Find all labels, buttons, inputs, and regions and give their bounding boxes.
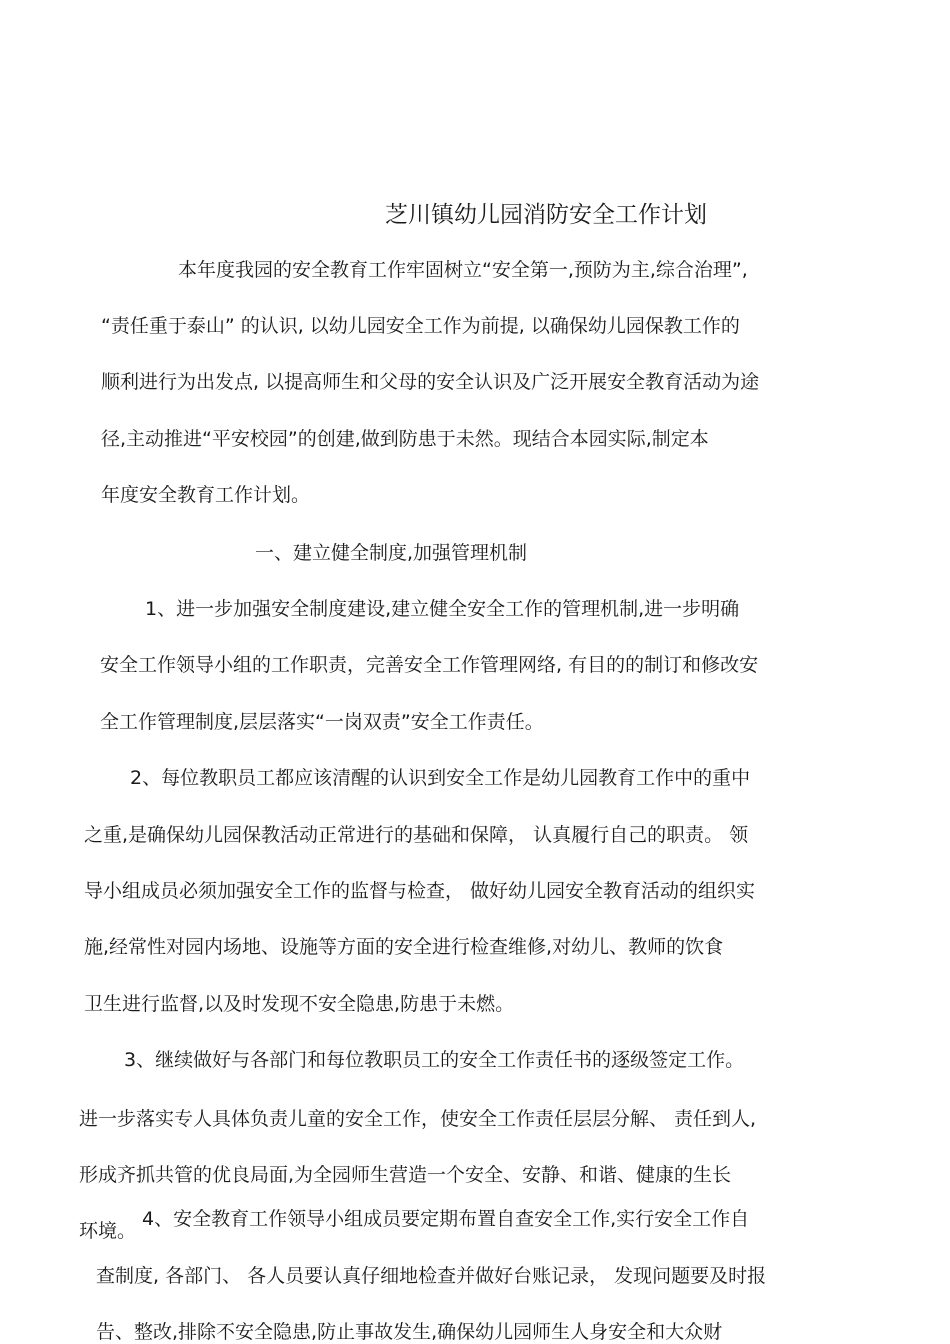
- item2-line: 2、每位教职员工都应该清醒的认识到安全工作是幼儿园教育工作中的重中: [130, 767, 751, 789]
- item1-line: 1、进一步加强安全制度建设,建立健全安全工作的管理机制,进一步明确: [145, 598, 740, 620]
- item2-line: 导小组成员必须加强安全工作的监督与检查， 做好幼儿园安全教育活动的组织实: [84, 880, 756, 902]
- intro-line: 本年度我园的安全教育工作牢固树立“安全第一,预防为主,综合治理”,: [178, 259, 748, 281]
- intro-line: 年度安全教育工作计划。: [101, 484, 311, 506]
- item1-line: 全工作管理制度,层层落实“一岗双责”安全工作责任。: [100, 711, 544, 733]
- intro-line: 顺利进行为出发点, 以提高师生和父母的安全认识及广泛开展安全教育活动为途: [101, 371, 760, 393]
- section-heading: 一、建立健全制度,加强管理机制: [255, 542, 528, 564]
- intro-line: 径,主动推进“平安校园”的创建,做到防患于未然。现结合本园实际,制定本: [101, 428, 709, 450]
- item3-line: 3、继续做好与各部门和每位教职员工的安全工作责任书的逐级签定工作。: [124, 1049, 745, 1071]
- item2-line: 之重,是确保幼儿园保教活动正常进行的基础和保障， 认真履行自己的职责。 领: [84, 824, 749, 846]
- intro-line: “责任重于泰山” 的认识, 以幼儿园安全工作为前提, 以确保幼儿园保教工作的: [101, 315, 740, 337]
- item2-line: 卫生进行监督,以及时发现不安全隐患,防患于未燃。: [84, 993, 515, 1015]
- item4-line: 4、安全教育工作领导小组成员要定期布置自查安全工作,实行安全工作自: [142, 1208, 750, 1230]
- item3-line: 形成齐抓共管的优良局面,为全园师生营造一个安全、安静、和谐、健康的生长: [79, 1164, 732, 1186]
- item3-line: 环境。: [79, 1220, 137, 1242]
- item3-line: 进一步落实专人具体负责儿童的安全工作，使安全工作责任层层分解、 责任到人,: [79, 1108, 757, 1130]
- item4-line: 查制度, 各部门、 各人员要认真仔细地检查并做好台账记录， 发现问题要及时报: [96, 1265, 767, 1287]
- item2-line: 施,经常性对园内场地、设施等方面的安全进行检查维修,对幼儿、教师的饮食: [84, 936, 724, 958]
- item4-line: 告、整改,排除不安全隐患,防止事故发生,确保幼儿园师生人身安全和大众财: [96, 1321, 723, 1343]
- document-title: 芝川镇幼儿园消防安全工作计划: [385, 202, 707, 228]
- item1-line: 安全工作领导小组的工作职责，完善安全工作管理网络, 有目的的制订和修改安: [100, 654, 759, 676]
